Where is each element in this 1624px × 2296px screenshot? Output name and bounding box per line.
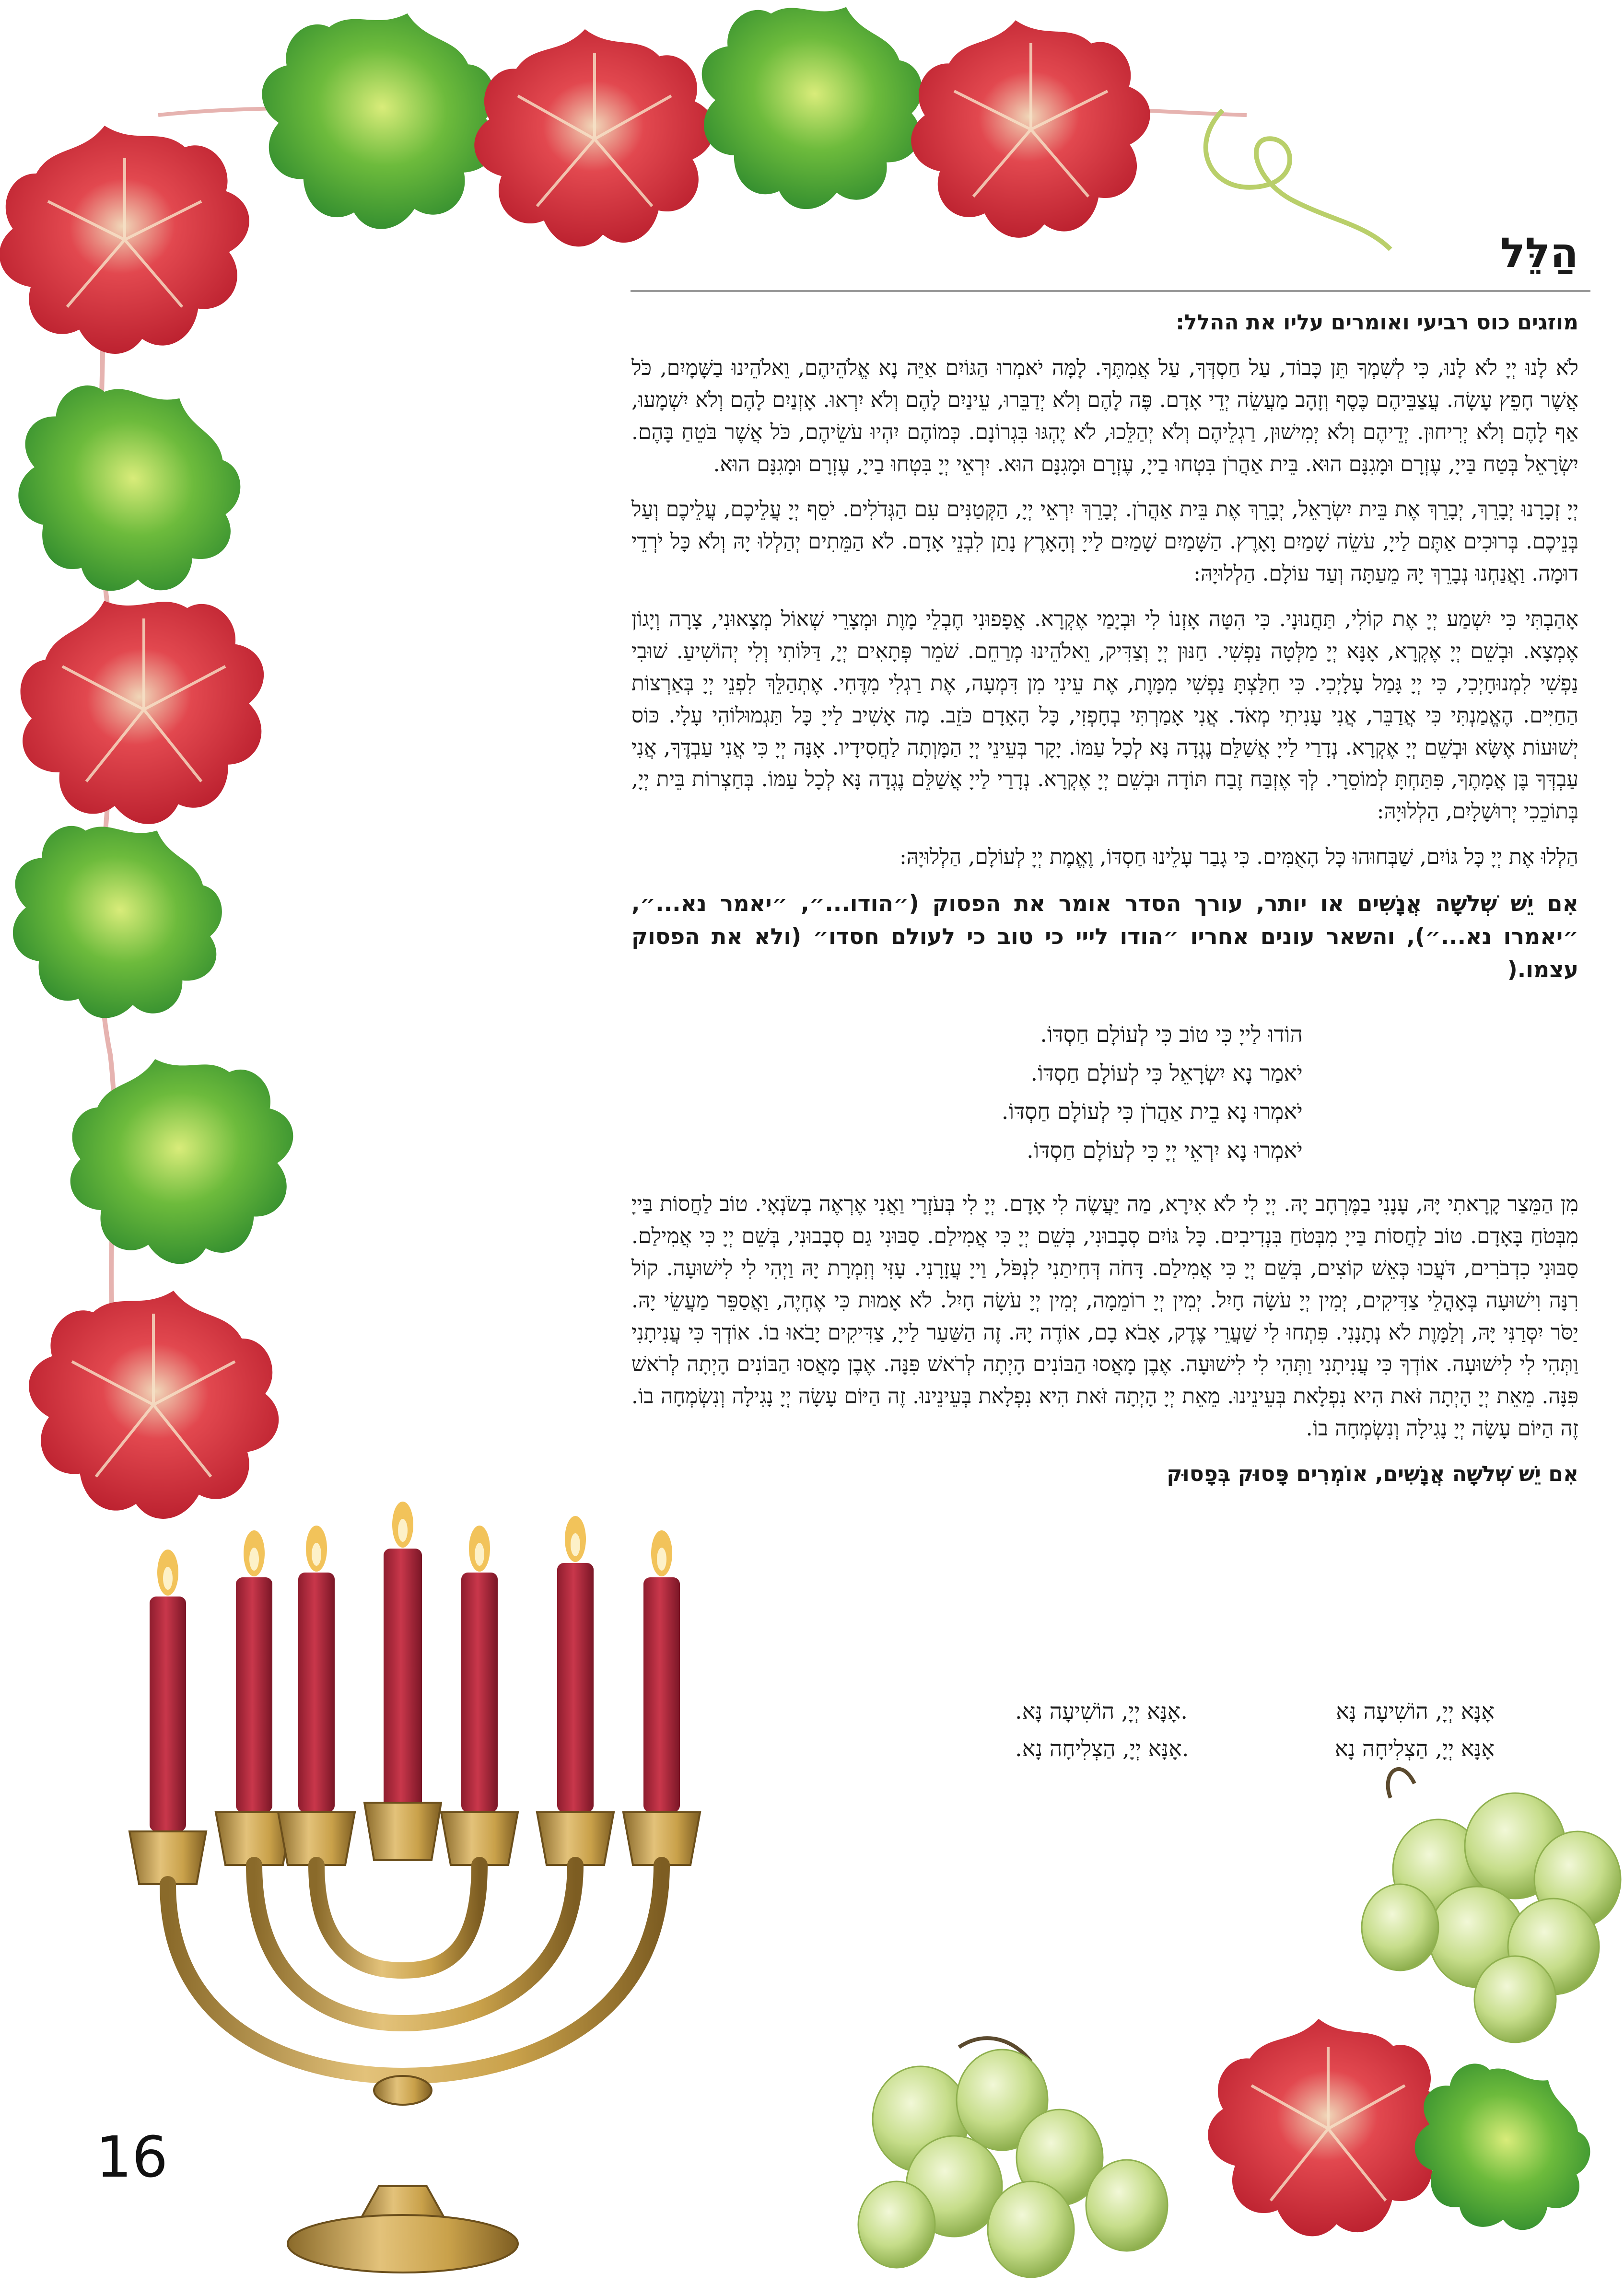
paragraph-min-hametzar: מִן הַמֵּצַר קָרָאתִי יָּהּ, עָנָנִי בַמֶּרְחָב יָהּ. יְיָ לִי לֹא אִירָא, מַה יַּעֲשֶׂה לִי אָדָם. יְיָ לִי בְּעֹזְרָי וַאֲנִי אֶרְאֶה בְשֹׂנְאָי. טוֹב לַחֲסוֹת בַּייָ מִבְּטֹחַ בָּאָדָם. טוֹב לַחֲסוֹת בַּייָ מִבְּטֹחַ בִּנְדִיבִים. כָּל גּוֹיִם סְבָבוּנִי, בְּשֵׁם יְיָ כִּי אֲמִילַם. סַבּוּנִי גַם סְבָבוּנִי, בְּשֵׁם יְיָ כִּי אֲמִילַם. סַבּוּנִי כִדְבֹרִים, דֹּעֲכוּ כְּאֵשׁ קוֹצִים, בְּשֵׁם יְיָ כִּי אֲמִילַם. דָּחֹה דְּחִיתַנִי לִנְפֹּל, וַייָ עֲזָרָנִי. עָזִּי וְזִמְרָת יָהּ וַיְהִי לִי לִישׁוּעָה. קוֹל רִנָּה וִישׁוּעָה בְּאָהֳלֵי צַדִּיקִים, יְמִין יְיָ עֹשָׂה חָיִל. יְמִין יְיָ רוֹמֵמָה, יְמִין יְיָ עֹשָׂה חָיִל. לֹא אָמוּת כִּי אֶחְיֶה, וַאֲסַפֵּר מַעֲשֵׂי יָהּ. יַסֹּר יִסְּרַנִּי יָּהּ, וְלַמָּוֶת לֹא נְתָנָנִי. פִּתְחוּ לִי שַׁעֲרֵי צֶדֶק, אָבֹא בָם, אוֹדֶה יָהּ. זֶה הַשַּׁעַר לַייָ, צַדִּיקִים יָבֹאוּ בוֹ. אוֹדְךָ כִּי עֲנִיתָנִי וַתְּהִי לִי לִישׁוּעָה. אוֹדְךָ כִּי עֲנִיתָנִי וַתְּהִי לִי לִישׁוּעָה. אֶבֶן מָאֲסוּ הַבּוֹנִים הָיְתָה לְרֹאשׁ פִּנָּה. אֶבֶן מָאֲסוּ הַבּוֹנִים הָיְתָה לְרֹאשׁ פִּנָּה. מֵאֵת יְיָ הָיְתָה זֹּאת הִיא נִפְלָאת בְּעֵינֵינוּ. מֵאֵת יְיָ הָיְתָה זֹּאת הִיא נִפְלָאת בְּעֵינֵינוּ. זֶה הַיּוֹם עָשָׂה יְיָ נָגִילָה וְנִשְׂמְחָה בוֹ. זֶה הַיּוֹם עָשָׂה יְיָ נָגִילָה וְנִשְׂמְחָה בוֹ. bbox=[631, 1192, 1579, 1441]
anna-right: אָנָּא יְיָ, הַצְלִיחָה נָא bbox=[1334, 1736, 1495, 1762]
page-title: הַלֵּל bbox=[1500, 229, 1578, 277]
intro-instruction: מוזגים כוס רביעי ואומרים עליו את ההלל: bbox=[1176, 310, 1578, 335]
menorah-illustration bbox=[129, 1502, 700, 2273]
anna-verses bbox=[775, 1692, 1495, 1767]
hodu-line: הוֹדוּ לַייָ כִּי טוֹב כִּי לְעוֹלָם חַסְדּוֹ. bbox=[1040, 1021, 1303, 1047]
hodu-verses bbox=[631, 1015, 1578, 1169]
anna-left: .אָנָּא יְיָ, הַצְלִיחָה נָא. bbox=[1015, 1736, 1189, 1762]
paragraph-halelu: הַלְלוּ אֶת יְיָ כָּל גּוֹיִם, שַׁבְּחוּהוּ כָּל הָאֻמִּים. כִּי גָבַר עָלֵינוּ חַסְדּוֹ, וֶאֱמֶת יְיָ לְעוֹלָם, הַלְלוּיָהּ: bbox=[899, 845, 1578, 870]
page-number: 16 bbox=[96, 2124, 168, 2190]
hodu-line: יֹאמַר נָא יִשְׂרָאֵל כִּי לְעוֹלָם חַסְדּוֹ. bbox=[1030, 1060, 1303, 1086]
paragraph-ahavti: אָהַבְתִּי כִּי יִשְׁמַע יְיָ אֶת קוֹלִי, תַּחֲנוּנָי. כִּי הִטָּה אָזְנוֹ לִי וּבְיָמַי אֶקְרָא. אֲפָפוּנִי חֶבְלֵי מָוֶת וּמְצָרֵי שְׁאוֹל מְצָאוּנִי, צָרָה וְיָגוֹן אֶמְצָא. וּבְשֵׁם יְיָ אֶקְרָא, אָנָּא יְיָ מַלְּטָה נַפְשִׁי. חַנּוּן יְיָ וְצַדִּיק, וֵאלֹהֵינוּ מְרַחֵם. שֹׁמֵר פְּתָאִים יְיָ, דַּלּוֹתִי וְלִי יְהוֹשִׁיעַ. שׁוּבִי נַפְשִׁי לִמְנוּחָיְכִי, כִּי יְיָ גָּמַל עָלָיְכִי. כִּי חִלַּצְתָּ נַפְשִׁי מִמָּוֶת, אֶת עֵינִי מִן דִּמְעָה, אֶת רַגְלִי מִדֶּחִי. אֶתְהַלֵּךְ לִפְנֵי יְיָ בְּאַרְצוֹת הַחַיִּים. הֶאֱמַנְתִּי כִּי אֲדַבֵּר, אֲנִי עָנִיתִי מְאֹד. אֲנִי אָמַרְתִּי בְחָפְזִי, כָּל הָאָדָם כֹּזֵב. מָה אָשִׁיב לַייָ כָּל תַּגְמוּלוֹהִי עָלָי. כּוֹס יְשׁוּעוֹת אֶשָּׂא וּבְשֵׁם יְיָ אֶקְרָא. נְדָרַי לַייָ אֲשַׁלֵּם נֶגְדָה נָּא לְכָל עַמּוֹ. יָקָר בְּעֵינֵי יְיָ הַמָּוְתָה לַחֲסִידָיו. אָנָּה יְיָ כִּי אֲנִי עַבְדֶּךָ, אֲנִי עַבְדְּךָ בֶּן אֲמָתֶךָ, פִּתַּחְתָּ לְמוֹסֵרָי. לְךָ אֶזְבַּח זֶבַח תּוֹדָה וּבְשֵׁם יְיָ אֶקְרָא. נְדָרַי לַייָ אֲשַׁלֵּם נֶגְדָה נָּא לְכָל עַמּוֹ. בְּחַצְרוֹת בֵּית יְיָ, בְּתוֹכֵכִי יְרוּשָׁלָיִם, הַלְלוּיָהּ: bbox=[631, 607, 1578, 824]
title-divider bbox=[631, 290, 1590, 292]
anna-right: אָנָּא יְיָ, הוֹשִׁיעָה נָּא bbox=[1336, 1698, 1495, 1724]
hallel-text bbox=[631, 307, 1578, 1504]
hodu-line: יֹאמְרוּ נָא יִרְאֵי יְיָ כִּי לְעוֹלָם חַסְדּוֹ. bbox=[1026, 1137, 1303, 1163]
anna-left: .אָנָּא יְיָ, הוֹשִׁיעָה נָּא. bbox=[1015, 1698, 1188, 1724]
paragraph-zecharanu: יְיָ זְכָרָנוּ יְבָרֵךְ, יְבָרֵךְ אֶת בֵּית יִשְׂרָאֵל, יְבָרֵךְ אֶת בֵּית אַהֲרֹן. יְבָרֵךְ יִרְאֵי יְיָ, הַקְּטַנִּים עִם הַגְּדֹלִים. יֹסֵף יְיָ עֲלֵיכֶם, עֲלֵיכֶם וְעַל בְּנֵיכֶם. בְּרוּכִים אַתֶּם לַייָ, עֹשֵׂה שָׁמַיִם וָאָרֶץ. הַשָּׁמַיִם שָׁמַיִם לַייָ וְהָאָרֶץ נָתַן לִבְנֵי אָדָם. לֹא הַמֵּתִים יְהַלְלוּ יָהּ וְלֹא כָּל יֹרְדֵי דוּמָה. וַאֲנַחְנוּ נְבָרֵךְ יָהּ מֵעַתָּה וְעַד עוֹלָם. הַלְלוּיָהּ: bbox=[631, 497, 1578, 586]
anna-row bbox=[1015, 1692, 1495, 1730]
paragraph-lo-lanu: לֹא לָנוּ יְיָ לֹא לָנוּ, כִּי לְשִׁמְךָ תֵּן כָּבוֹד, עַל חַסְדְּךָ, עַל אֲמִתֶּךָ. לָמָּה יֹאמְרוּ הַגּוֹיִם אַיֵּה נָא אֱלֹהֵיהֶם, וֵאלֹהֵינוּ בַשָּׁמָיִם, כֹּל אֲשֶׁר חָפֵץ עָשָׂה. עֲצַבֵּיהֶם כֶּסֶף וְזָהָב מַעֲשֵׂה יְדֵי אָדָם. פֶּה לָהֶם וְלֹא יְדַבֵּרוּ, עֵינַיִם לָהֶם וְלֹא יִרְאוּ. אָזְנַיִם לָהֶם וְלֹא יִשְׁמָעוּ, אַף לָהֶם וְלֹא יְרִיחוּן. יְדֵיהֶם וְלֹא יְמִישׁוּן, רַגְלֵיהֶם וְלֹא יְהַלֵּכוּ, לֹא יֶהְגּוּ בִּגְרוֹנָם. כְּמוֹהֶם יִהְיוּ עֹשֵׂיהֶם, כֹּל אֲשֶׁר בֹּטֵחַ בָּהֶם. יִשְׂרָאֵל בְּטַח בַּייָ, עֶזְרָם וּמָגִנָּם הוּא. בֵּית אַהֲרֹן בִּטְחוּ בַייָ, עֶזְרָם וּמָגִנָּם הוּא. יִרְאֵי יְיָ בִּטְחוּ בַייָ, עֶזְרָם וּמָגִנָּם הוּא. bbox=[631, 355, 1578, 477]
anna-row bbox=[1015, 1730, 1495, 1767]
three-people-instruction: אִם יֵשׁ שְׁלֹשָׁה אֲנָשִׁים או יותר, עורך הסדר אומר את הפסוק (״הודו...״, ״יאמר נא...״, ״יאמרו נא...״), והשאר עונים אחריו ״הודו לייי כי טוב כי לעולם חסדו״ (ולא את הפסוק עצמו.( bbox=[631, 890, 1578, 982]
verse-instruction: אִם יֵשׁ שְׁלֹשָׁה אֲנָשִׁים, אוֹמְרִים פָּסוּק בְּפָסוּק bbox=[1167, 1462, 1578, 1486]
hodu-line: יֹאמְרוּ נָא בֵית אַהֲרֹן כִּי לְעוֹלָם חַסְדּוֹ. bbox=[1001, 1098, 1303, 1124]
